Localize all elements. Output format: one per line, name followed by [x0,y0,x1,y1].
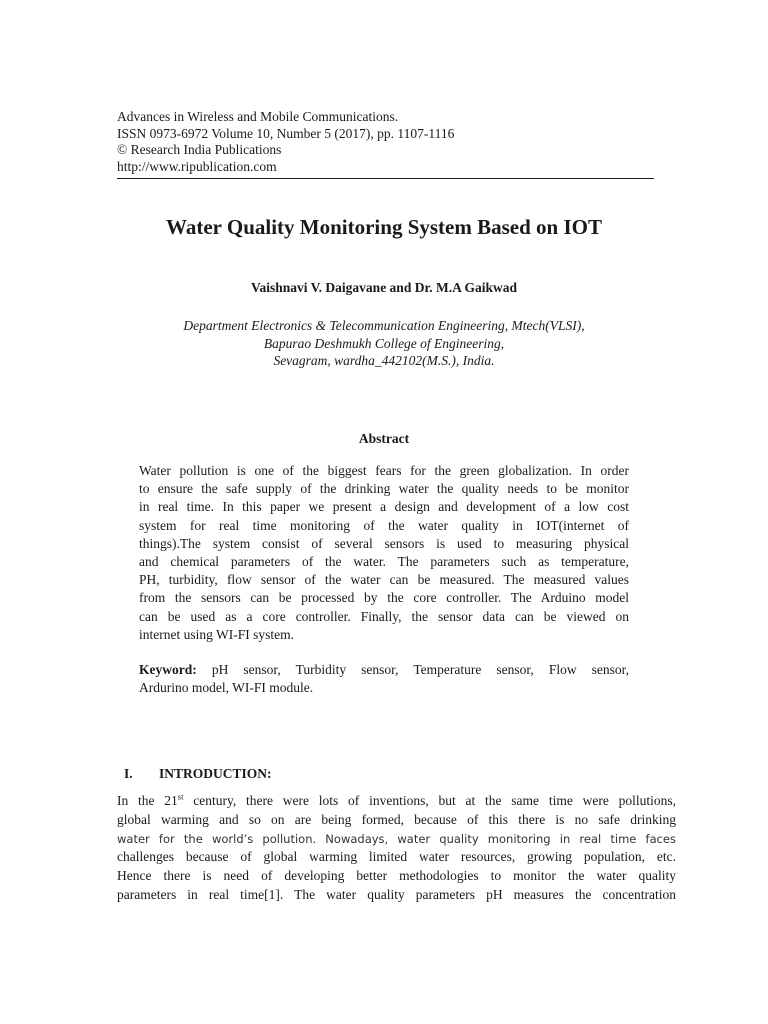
intro-text: century, there were lots of inventions, but at the same time were pollutions, [183,793,676,808]
ordinal-superscript: st [177,791,184,802]
abstract-line: internet using WI-FI system. [139,626,294,642]
section-heading-introduction [124,766,272,782]
intro-line [117,792,676,811]
abstract-line: from the sensors can be processed by the core controller. The Arduino model [139,590,629,606]
abstract-line: in real time. In this paper we present a design and development of a low cost [139,499,629,515]
section-title: INTRODUCTION: [159,766,272,781]
affiliation-line: Sevagram, wardha_442102(M.S.), India. [273,353,495,368]
intro-text: In the 21 [117,793,178,808]
issn-line: ISSN 0973-6972 Volume 10, Number 5 (2017), pp. 1107-1116 [117,125,455,141]
introduction-body [117,792,676,905]
affiliation-line: Department Electronics & Telecommunication Engineering, Mtech(VLSI), [183,318,585,333]
keywords-label: Keyword: [139,662,197,677]
keywords-text: pH sensor, Turbidity sensor, Temperature sensor, Flow sensor, [211,662,629,677]
keywords-block [139,661,629,697]
intro-line: water for the world’s pollution. Nowadays, water quality monitoring in real time faces [117,831,676,846]
publisher-url: http://www.ripublication.com [117,158,277,174]
header-divider [117,178,654,179]
abstract-line: Water pollution is one of the biggest fears for the green globalization. In order [139,463,629,478]
abstract-heading: Abstract [358,431,410,446]
abstract-line: can be used as a core controller. Finally, the sensor data can be viewed on [139,608,629,624]
publisher-line: © Research India Publications [117,142,282,157]
intro-line: Hence there is need of developing better methodologies to monitor the water quality [117,868,676,884]
abstract-line: system for real time monitoring of the water quality in IOT(internet of [139,517,629,533]
abstract-line: things).The system consist of several sensors is used to measuring physical [139,535,629,551]
intro-line: parameters in real time[1]. The water quality parameters pH measures the concentration [117,886,676,902]
abstract-line: to ensure the safe supply of the drinking water the quality needs to be monitor [139,481,629,497]
journal-name: Advances in Wireless and Mobile Communications. [117,109,399,124]
keywords-line [139,661,629,679]
keywords-line: Ardurino model, WI-FI module. [139,680,314,696]
affiliation-line: Bapurao Deshmukh College of Engineering, [263,335,505,351]
abstract-body [139,462,629,644]
journal-header [117,109,654,175]
abstract-line: and chemical parameters of the water. The parameters such as temperature, [139,553,629,569]
abstract-line: PH, turbidity, flow sensor of the water can be measured. The measured values [139,572,629,588]
paper-authors: Vaishnavi V. Daigavane and Dr. M.A Gaikwad [251,280,517,295]
paper-title: Water Quality Monitoring System Based on IOT [166,215,602,239]
intro-line: challenges because of global warming limited water resources, growing population, etc. [117,849,676,865]
section-number: I. [124,766,133,781]
author-affiliation [0,317,768,370]
intro-line: global warming and so on are being formed, because of this there is no safe drinking [117,811,676,827]
